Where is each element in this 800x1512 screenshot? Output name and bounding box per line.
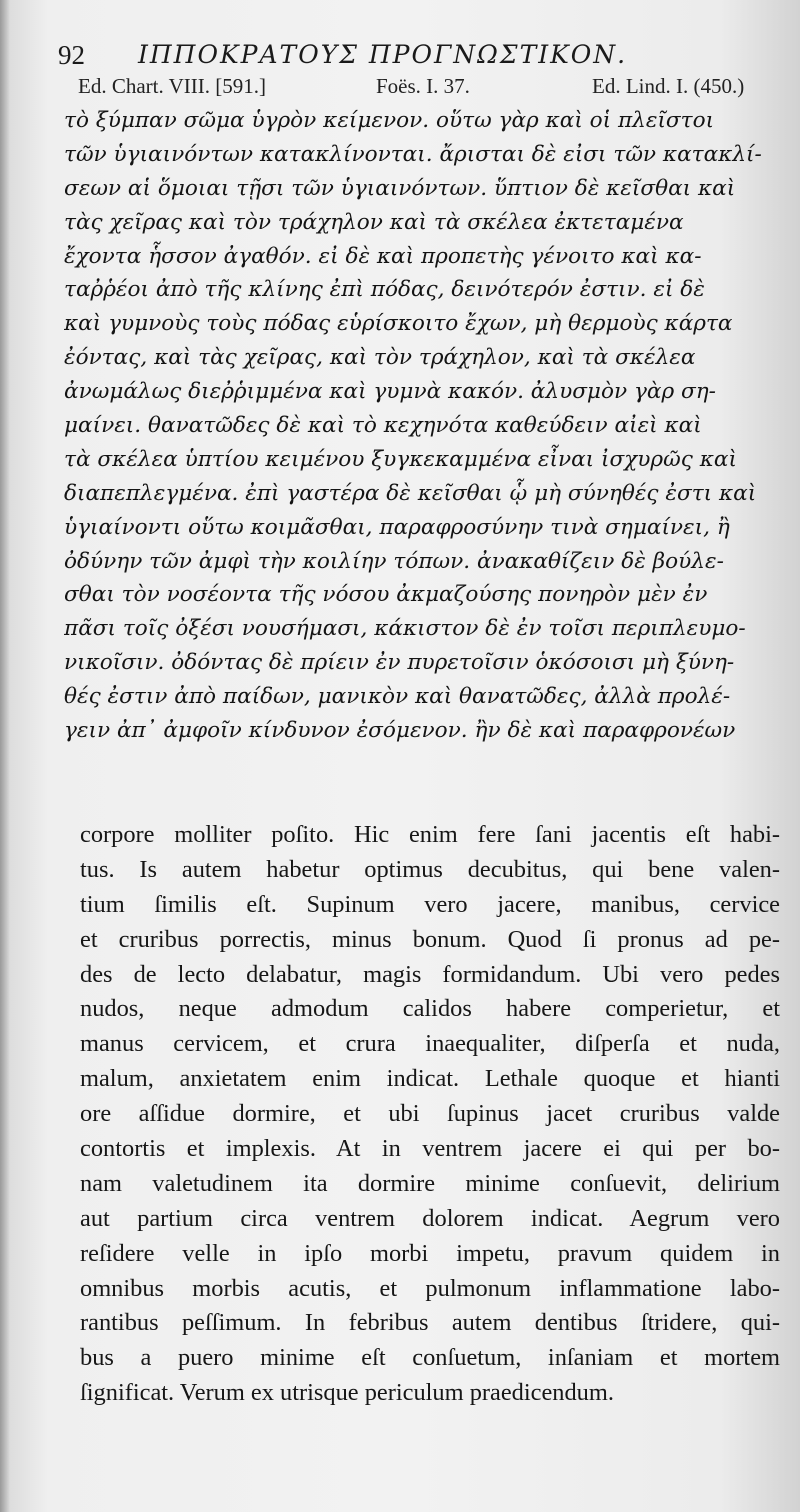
greek-text-line: τὸ ξύμπαν σῶμα ὑγρὸν κείμενον. οὕτω γὰρ καὶ οἱ πλεῖστοι [64, 108, 715, 133]
latin-text-line: malum, anxietatem enim indicat. Lethale quoque et hianti [80, 1065, 780, 1093]
greek-text-line: πᾶσι τοῖς ὀξέσι νουσήμασι, κάκιστον δὲ ἐν τοῖσι περιπλευμο- [64, 616, 746, 642]
latin-text-line: aut partium circa ventrem dolorem indicat. Aegrum vero [80, 1204, 780, 1232]
greek-text-line: ταῤῥέοι ἀπὸ τῆς κλίνης ἐπὶ πόδας, δεινότερόν ἐστιν. εἰ δὲ [64, 277, 705, 303]
latin-text-line: reſidere velle in ipſo morbi impetu, pravum quidem in [80, 1239, 780, 1267]
greek-text-line: ἀνωμάλως διεῤῥιμμένα καὶ γυμνὰ κακόν. ἀλυσμὸν γὰρ ση- [64, 379, 716, 405]
latin-text-line: des de lecto delabatur, magis formidandum. Ubi vero pedes [80, 960, 780, 988]
latin-text-line: omnibus morbis acutis, et pulmonum inflammatione labo- [80, 1274, 780, 1302]
page-number: 92 [58, 40, 85, 70]
greek-text-line: ἐόντας, καὶ τὰς χεῖρας, καὶ τὸν τράχηλον, καὶ τὰ σκέλεα [64, 345, 696, 371]
greek-text-line: γειν ἀπ᾿ ἀμφοῖν κίνδυνον ἐσόμενον. ἢν δὲ καὶ παραφρονέων [64, 718, 736, 744]
greek-text-line: καὶ γυμνοὺς τοὺς πόδας εὑρίσκοιτο ἔχων, μὴ θερμοὺς κάρτα [64, 311, 733, 337]
edition-linden: Ed. Lind. I. (450.) [592, 74, 745, 98]
edition-chartier: Ed. Chart. VIII. [591.] [78, 74, 266, 98]
greek-text-line: νικοῖσιν. ὀδόντας δὲ πρίειν ἐν πυρετοῖσιν ὁκόσοισι μὴ ξύνη- [64, 650, 735, 676]
greek-text-line: διαπεπλεγμένα. ἐπὶ γαστέρα δὲ κεῖσθαι ᾧ μὴ σύνηθές ἐστι καὶ [64, 480, 757, 506]
latin-text-line: nudos, neque admodum calidos habere comperietur, et [80, 995, 780, 1023]
greek-text-line: ὀδύνην τῶν ἀμφὶ τὴν κοιλίην τόπων. ἀνακαθίζειν δὲ βούλε- [64, 548, 724, 574]
greek-text-line: μαίνει. θανατῶδες δὲ καὶ τὸ κεχηνότα καθεύδειν αἰεὶ καὶ [64, 413, 702, 439]
greek-text-line: σεων αἱ ὅμοιαι τῇσι τῶν ὑγιαινόντων. ὕπτιον δὲ κεῖσθαι καὶ [64, 175, 736, 201]
latin-text-line: bus a puero minime eſt conſuetum, inſaniam et mortem [80, 1344, 780, 1372]
latin-text-line: rantibus peſſimum. In febribus autem dentibus ſtridere, qui- [80, 1309, 780, 1337]
greek-text-block [64, 104, 780, 748]
greek-text-line: σθαι τὸν νοσέοντα τῆς νόσου ἀκμαζούσης πονηρὸν μὲν ἐν [64, 582, 708, 608]
edition-foes: Foës. I. 37. [376, 74, 470, 98]
edition-references [58, 74, 778, 108]
greek-text-line: ἔχοντα ἧσσον ἀγαθόν. εἰ δὲ καὶ προπετὴς γένοιτο καὶ κα- [64, 243, 702, 269]
latin-text-line: ſignificat. Verum ex utrisque periculum praedicendum. [80, 1379, 614, 1407]
latin-text-block [80, 818, 780, 1411]
running-head: ΙΠΠΟΚΡΑΤΟΥΣ ΠΡΟΓΝΩΣΤΙΚΟΝ. [138, 40, 628, 69]
latin-text-line: tus. Is autem habetur optimus decubitus, qui bene valen- [80, 855, 780, 883]
latin-text-line: nam valetudinem ita dormire minime conſuevit, delirium [80, 1169, 780, 1197]
greek-text-line: τῶν ὑγιαινόντων κατακλίνονται. ἄρισται δὲ εἰσι τῶν κατακλί- [64, 141, 762, 167]
latin-text-line: manus cervicem, et crura inaequaliter, diſperſa et nuda, [80, 1030, 780, 1058]
greek-text-line: τὰς χεῖρας καὶ τὸν τράχηλον καὶ τὰ σκέλεα ἐκτεταμένα [64, 209, 684, 235]
page-gutter-shadow [0, 0, 10, 1512]
latin-text-line: ore aſſidue dormire, et ubi ſupinus jacet cruribus valde [80, 1100, 780, 1128]
latin-text-line: et cruribus porrectis, minus bonum. Quod ſi pronus ad pe- [80, 925, 780, 953]
latin-text-line: contortis et implexis. At in ventrem jacere ei qui per bo- [80, 1135, 780, 1163]
greek-text-line: τὰ σκέλεα ὑπτίου κειμένου ξυγκεκαμμένα εἶναι ἰσχυρῶς καὶ [64, 446, 737, 472]
page-header [58, 34, 778, 74]
latin-text-line: tium ſimilis eſt. Supinum vero jacere, manibus, cervice [80, 890, 780, 918]
greek-text-line: ὑγιαίνοντι οὕτω κοιμᾶσθαι, παραφροσύνην τινὰ σημαίνει, ἢ [64, 514, 730, 540]
latin-text-line: corpore molliter poſito. Hic enim fere ſani jacentis eſt habi- [80, 821, 780, 848]
greek-text-line: θές ἐστιν ἀπὸ παίδων, μανικὸν καὶ θανατῶδες, ἀλλὰ προλέ- [64, 684, 731, 710]
